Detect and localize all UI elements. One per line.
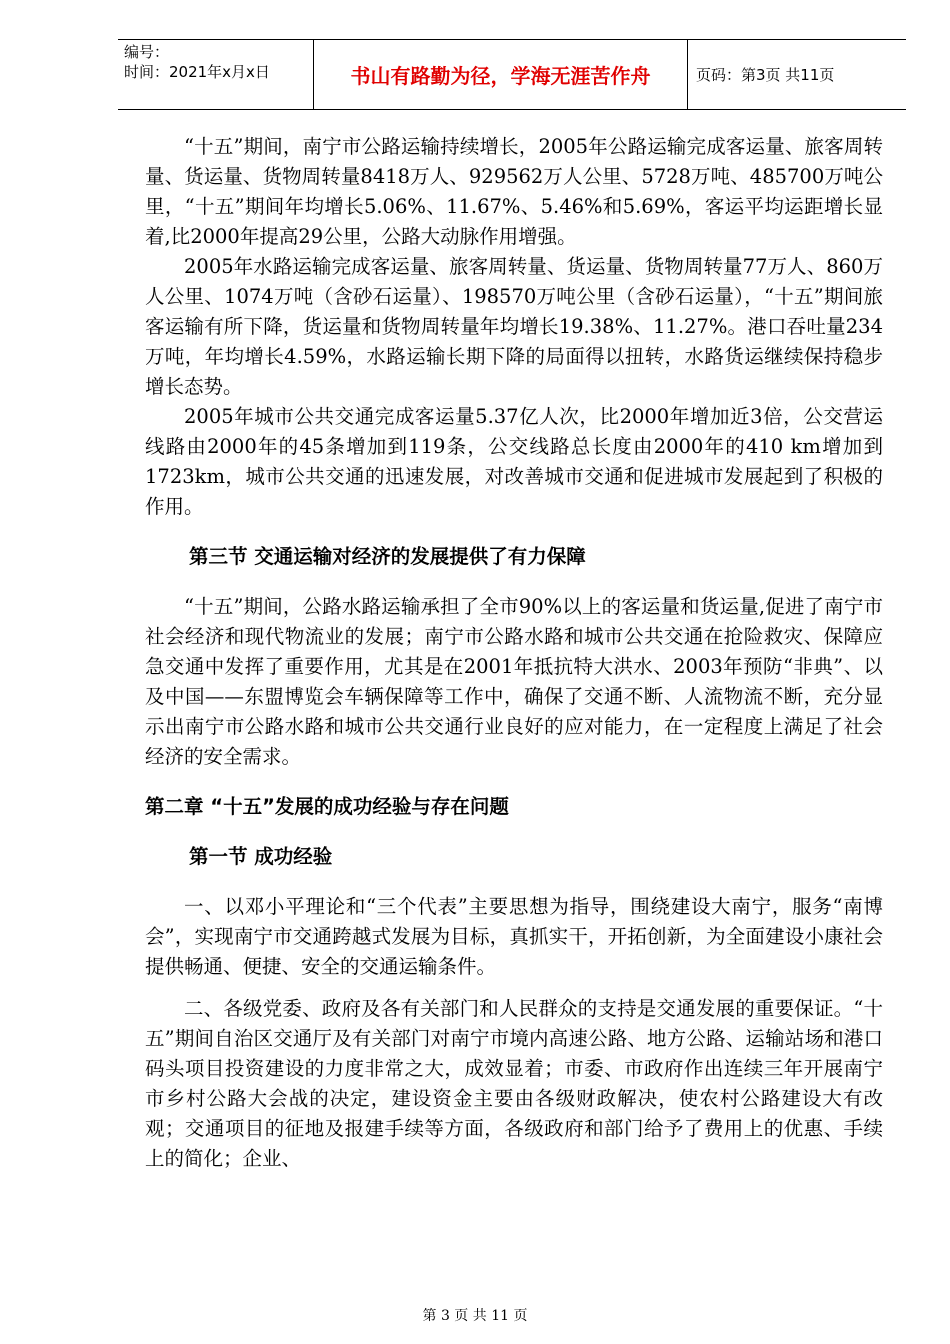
paragraph-experience-1: 一、以邓小平理论和“三个代表”主要思想为指导，围绕建设大南宁，服务“南博会”，实现南宁市交通跨越式发展为目标，真抓实干，开拓创新，为全面建设小康社会提供畅通、便捷、安全的交通运输条件。 [145,895,883,978]
header-page-info: 页码：第3页 共11页 [696,66,835,84]
paragraph-road-transport: “十五”期间，南宁市公路运输持续增长，2005年公路运输完成客运量、旅客周转量、货运量、货物周转量8418万人、929562万人公里、5728万吨、485700万吨公里，“十五”期间年均增长5.06%、11.67%、5.46%和5.69%，客运平均运距增长显着,比2000年提高29公里，公路大动脉作用增强。 [145,135,883,248]
header-meta [118,40,314,109]
paragraph-public-transit: 2005年城市公共交通完成客运量5.37亿人次，比2000年增加近3倍，公交营运线路由2000年的45条增加到119条，公交线路总长度由2000年的410 km增加到1723km，城市公共交通的迅速发展，对改善城市交通和促进城市发展起到了积极的作用。 [145,405,883,518]
page-header [118,39,906,110]
paragraph-experience-2: 二、各级党委、政府及各有关部门和人民群众的支持是交通发展的重要保证。“十五”期间自治区交通厅及有关部门对南宁市境内高速公路、地方公路、运输站场和港口码头项目投资建设的力度非常之大，成效显着；市委、市政府作出连续三年开展南宁市乡村公路大会战的决定，建设资金主要由各级财政解决，使农村公路建设大有改观；交通项目的征地及报建手续等方面，各级政府和部门给予了费用上的优惠、手续上的简化；企业、 [145,997,883,1170]
section-heading-3: 第三节 交通运输对经济的发展提供了有力保障 [189,545,586,568]
paragraph-transport-support: “十五”期间，公路水路运输承担了全市90%以上的客运量和货运量,促进了南宁市社会经济和现代物流业的发展；南宁市公路水路和城市公共交通在抢险救灾、保障应急交通中发挥了重要作用，尤其是在2001年抵抗特大洪水、2003年预防“非典”、以及中国——东盟博览会车辆保障等工作中，确保了交通不断、人流物流不断，充分显示出南宁市公路水路和城市公共交通行业良好的应对能力，在一定程度上满足了社会经济的安全需求。 [145,595,883,768]
document-body [145,132,883,1174]
paragraph-water-transport: 2005年水路运输完成客运量、旅客周转量、货运量、货物周转量77万人、860万人公里、1074万吨（含砂石运量）、198570万吨公里（含砂石运量），“十五”期间旅客运输有所下降，货运量和货物周转量年均增长19.38%、11.27%。港口吞吐量234万吨，年均增长4.59%，水路运输长期下降的局面得以扭转，水路货运继续保持稳步增长态势。 [145,255,883,398]
chapter-heading-2: 第二章 “十五”发展的成功经验与存在问题 [145,795,509,818]
header-motto: 书山有路勤为径，学海无涯苦作舟 [314,40,688,109]
section-heading-1: 第一节 成功经验 [189,845,333,868]
document-time-label: 时间：2021年x月x日 [124,63,270,81]
document-number-label: 编号： [124,43,170,61]
page-footer: 第 3 页 共 11 页 [422,1308,528,1324]
